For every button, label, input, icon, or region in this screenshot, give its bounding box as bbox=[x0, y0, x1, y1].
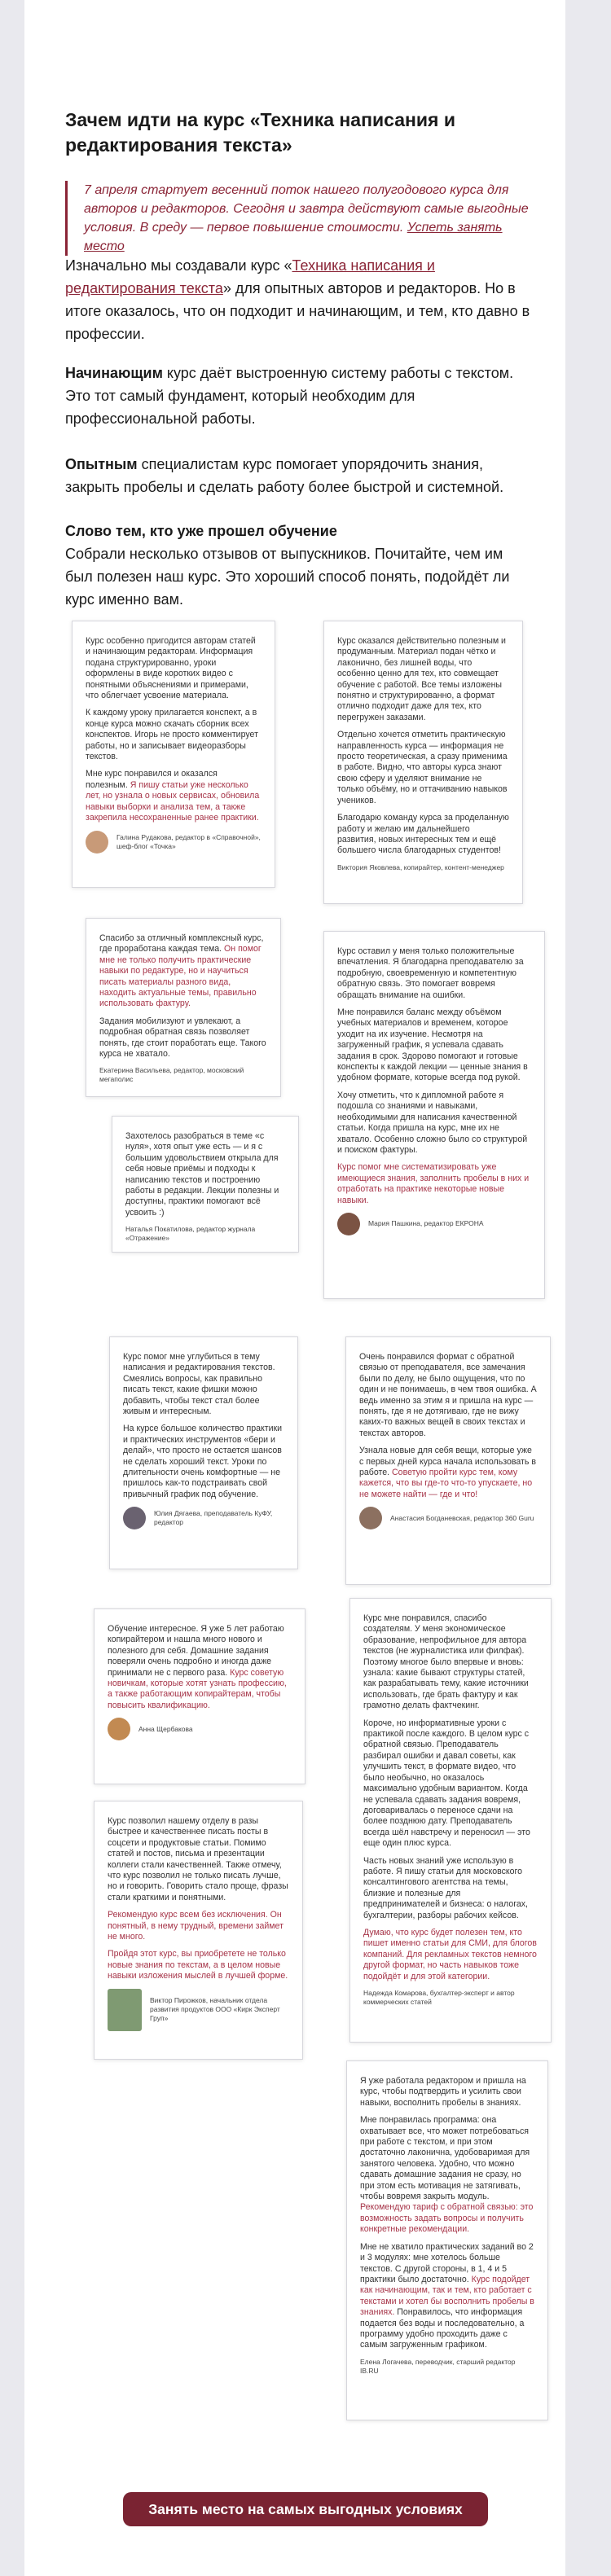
review-text: Обучение интересное. Я уже 5 лет работаю копирайтером и нашла много нового и полезного для себя. Домашние задания поверяли очень подробно и иногда даже принимали не с первого раза. Курс советую новичкам, которые хотят узнать профессию, а также работающим копирайтерам, чтобы повысить квалификацию. bbox=[108, 1624, 287, 1710]
experienced-paragraph bbox=[65, 453, 534, 498]
review-signature: Анастасия Богданевская, редактор 360 Guru bbox=[390, 1513, 534, 1522]
review-text: Захотелось разобраться в теме «с нуля», хотя опыт уже есть — и я с большим удовольствием открыла для себя новые приёмы и подходы к написанию текстов и построению работы в редакции. Лекции полезны и доступны, практики помогают всё усвоить :) bbox=[125, 1131, 279, 1218]
review-highlight: Пройдя этот курс, вы приобретете не только новые знания по текстам, а в целом новые навыки изложения мыслей в лучшей форме. bbox=[108, 1949, 288, 1981]
review-text: Благодарю команду курса за проделанную работу и желаю им дальнейшего развития, новых интересных тем и ещё большего числа благодарных студентов! bbox=[337, 813, 509, 856]
beginners-text: курс даёт выстроенную систему работы с текстом. Это тот самый фундамент, который необходим для профессиональной работы. bbox=[65, 365, 514, 427]
review-highlight: Курс советую новичкам, которые хотят узнать профессию, а также работающим копирайтерам, чтобы повысить квалификацию. bbox=[108, 1667, 287, 1710]
review-highlight: Курс помог мне систематизировать уже имеющиеся знания, заполнить пробелы в них и отработать на практике некоторые новые навыки. bbox=[337, 1162, 530, 1205]
review-card bbox=[346, 2060, 548, 2420]
review-author bbox=[86, 831, 262, 854]
review-signature: Надежда Комарова, бухгалтер-эксперт и автор коммерческих статей bbox=[363, 1989, 515, 2006]
cta-button[interactable]: Занять место на самых выгодных условиях bbox=[123, 2492, 488, 2526]
review-text: Задания мобилизуют и увлекают, а подробная обратная связь позволяет понять, где стоит поработать еще. Такого курса не хватало. bbox=[99, 1016, 266, 1060]
review-signature: Мария Пашкина, редактор ЕКРОНА bbox=[368, 1219, 484, 1228]
review-card bbox=[323, 621, 523, 904]
experienced-bold: Опытным bbox=[65, 456, 138, 472]
review-card bbox=[323, 931, 545, 1299]
lead-text: 7 апреля стартует весенний поток нашего полугодового курса для авторов и редакторов. Сегодня и завтра действуют самые выгодные условия. В среду — первое повышение стоимости. bbox=[84, 183, 529, 235]
review-text: Узнала новые для себя вещи, которые уже с первых дней курса начала использовать в работе. Советую пройти курс тем, кому кажется, что вы где-то что-то упускаете, но не можете найти — где и что! bbox=[359, 1446, 536, 1499]
course-link[interactable]: Техника написания и редактирования текста bbox=[65, 257, 435, 296]
review-text: Курс помог мне углубиться в тему написания и редактирования текстов. Смеялись вопросы, как правильно писать текст, какие фишки можно добавить, чтобы текст стал более живым и интересным. bbox=[123, 1352, 275, 1417]
review-text: Отдельно хочется отметить практическую направленность курса — информация не просто теоретическая, а сразу применима в работе. Видно, что авторы курса знают свою сферу и уделяют внимание не только объёму, но и оттачиванию навыков учеников. bbox=[337, 730, 508, 805]
review-highlight: Советую пройти курс тем, кому кажется, что вы где-то что-то упускаете, но не можете найти — где и что! bbox=[359, 1468, 533, 1499]
review-signature: Анна Щербакова bbox=[138, 1724, 193, 1733]
review-text: Курс оставил у меня только положительные впечатления. Я благодарна преподавателю за подробную, своевременную и компетентную обратную связь. Это помогает вовремя обращать внимание на ошибки. bbox=[337, 946, 524, 1000]
review-highlight: Он помог мне не только получить практические навыки по редактуре, но и научиться писать материалы разного вида, находить актуальные темы, правильно использовать фактуру. bbox=[99, 944, 262, 1009]
review-text: Курс позволил нашему отделу в разы быстрее и качественнее писать посты в соцсети и продуктовые статьи. Помимо статей и постов, письма и презентации коллеги стали качественней. Также отмечу, что курс позволил не только писать лучше, но и говорить. Говорить стало проще, фразы стали краткими и понятными. bbox=[108, 1816, 288, 1902]
review-author bbox=[123, 1507, 284, 1529]
review-text: Очень понравился формат с обратной связью от преподавателя, все замечания были по делу, не было ощущения, что по один и не понимаешь, в чем твоя ошибка. А ведь именно за этим я и пришла на курс — понять, где я не дотягиваю, где не вижу каких-то важных вещей в своих текстах и текстах авторов. bbox=[359, 1352, 537, 1438]
review-signature: Галина Рудакова, редактор в «Справочной», шеф-блог «Точка» bbox=[116, 832, 261, 850]
review-signature: Елена Логачева, переводчик, старший редактор IB.RU bbox=[360, 2357, 516, 2375]
review-card bbox=[86, 918, 281, 1097]
author-avatar bbox=[108, 1718, 130, 1740]
article-page bbox=[24, 0, 565, 2576]
review-signature: Екатерина Васильева, редактор, московский мегаполис bbox=[99, 1066, 244, 1084]
review-card bbox=[345, 1336, 551, 1585]
experienced-text: специалистам курс помогает упорядочить знания, закрыть пробелы и сделать работу более быстрой и системной. bbox=[65, 456, 504, 495]
review-signature: Виктория Яковлева, копирайтер, контент-менеджер bbox=[337, 862, 504, 871]
review-author bbox=[108, 1989, 289, 2031]
intro-text-after: » для опытных авторов и редакторов. Но в итоге оказалось, что он подходит и начинающим, и тем, кто давно в профессии. bbox=[65, 280, 530, 342]
review-author bbox=[359, 1507, 537, 1529]
author-avatar bbox=[123, 1507, 146, 1529]
review-card bbox=[94, 1801, 303, 2060]
graduates-paragraph bbox=[65, 520, 534, 611]
review-text: Спасибо за отличный комплексный курс, где проработана каждая тема. Он помог мне не только получить практические навыки по редактуре, но и научиться писать материалы разного вида, находить актуальные темы, правильно использовать фактуру. bbox=[99, 933, 264, 1009]
review-text: Курс оказался действительно полезным и продуманным. Материал подан чётко и лаконично, без лишней воды, что особенно ценно для тех, кто совмещает обучение с работой. Все темы изложены понятно и структурированно, а формат отлично подходит даже для тех, кто перегружен заказами. bbox=[337, 636, 506, 722]
review-signature: Юлия Дягаева, преподаватель КуФУ, редактор bbox=[154, 1509, 273, 1527]
review-text: Мне понравилась программа: она охватывает все, что может потребоваться при работе с текстом, и при этом достаточно лаконична, удобоваримая для занятого человека. Удобно, что можно сдавать домашние задания не сразу, но при этом есть мотивация не затягивать, чтобы вовремя закрыть модуль. Рекомендую тариф с обратной связью: это возможность задать вопросы и получить конкретные рекомендации. bbox=[360, 2115, 534, 2235]
review-card bbox=[112, 1116, 299, 1253]
beginners-paragraph bbox=[65, 362, 534, 430]
author-avatar bbox=[337, 1213, 360, 1235]
page-title: Зачем идти на курс «Техника написания и редактирования текста» bbox=[65, 109, 455, 156]
review-text: Мне понравился баланс между объёмом учебных материалов и временем, которое уходит на их изучение. Несмотря на загруженный график, я успевала сдавать задания в срок. Здорово помогают и готовые конспекты к каждой лекции — ценные знания в удобном формате, которые всегда под рукой. bbox=[337, 1007, 528, 1083]
intro-paragraph bbox=[65, 254, 534, 345]
beginners-bold: Начинающим bbox=[65, 365, 163, 381]
lead-link[interactable]: Успеть занять место bbox=[84, 221, 503, 253]
review-highlight: Я пишу статьи уже несколько лет, но узнала о новых сервисах, обновила навыки выборки и анализа тем, а также закрепила несохраненные ранее практики. bbox=[86, 779, 260, 823]
review-card bbox=[349, 1598, 552, 2043]
review-card bbox=[109, 1336, 298, 1569]
graduates-heading: Слово тем, кто уже прошел обучение bbox=[65, 523, 337, 539]
lead-quote bbox=[65, 181, 530, 256]
review-highlight: Курс подойдет как начинающим, так и тем, кто работает с текстами и хотел бы восполнить пробелы в знаниях. bbox=[360, 2274, 534, 2318]
graduates-text: Собрали несколько отзывов от выпускников. Почитайте, чем им был полезен наш курс. Это хороший способ понять, подойдёт ли курс именно вам. bbox=[65, 546, 510, 608]
review-text: Короче, но информативные уроки с практикой после каждого. В целом курс с обратной связью. Преподаватель разбирал ошибки и давал советы, как улучшить текст, в формате видео, что было необычно, но оказалось максимально удобным вариантом. Когда не успевала сдавать задания вовремя, договаривалась о переносе сдачи на более позднюю дату. Преподаватель всегда шёл навстречу и переносил — это еще один плюс курса. bbox=[363, 1718, 530, 1849]
author-avatar bbox=[86, 831, 108, 854]
review-author bbox=[108, 1718, 292, 1740]
review-text: На курсе большое количество практики и практических инструментов «бери и делай», что просто не остается шансов не сделать хороший текст. Уроки по длительности очень комфортные — не пришлось как-то подстраивать свой привычный график под обучение. bbox=[123, 1424, 283, 1499]
review-text: Часть новых знаний уже использую в работе. Я пишу статьи для московского консалтингового агентства на темы, близкие и полезные для предпринимателей и бизнеса: о налогах, бухгалтерии, разборы рабочих кейсов. bbox=[363, 1855, 528, 1920]
review-text: Мне курс понравился и оказался полезным. Я пишу статьи уже несколько лет, но узнала о новых сервисах, обновила навыки выборки и анализа тем, а также закрепила несохраненные ранее практики. bbox=[86, 769, 260, 823]
review-text: Хочу отметить, что к дипломной работе я подошла со знаниями и навыками, необходимыми для написания качественной статьи. Когда пришла на курс, мне их не хватало. Особенно сложно было со структурой и поиском фактуры. bbox=[337, 1090, 528, 1155]
review-card bbox=[72, 621, 275, 888]
review-text: Мне не хватило практических заданий во 2 и 3 модулях: мне хотелось больше текстов. С другой стороны, в 1, 4 и 5 практики было достаточно. Курс подойдет как начинающим, так и тем, кто работает с текстами и хотел бы восполнить пробелы в знаниях. Понравилось, что информация подается без воды и последовательно, а программу удобно проходить даже с самым загруженным графиком. bbox=[360, 2241, 534, 2350]
review-text: К каждому уроку прилагается конспект, а в конце курса можно скачать сборник всех конспектов. Игорь не просто комментирует работы, но и записывает видеоразборы текстов. bbox=[86, 708, 258, 762]
review-highlight: Рекомендую курс всем без исключения. Он понятный, в нему трудный, времени займет не много. bbox=[108, 1910, 284, 1942]
author-avatar bbox=[359, 1507, 382, 1529]
author-avatar bbox=[108, 1989, 142, 2031]
review-highlight: Думаю, что курс будет полезен тем, кто пишет именно статьи для СМИ, для блогов компаний. Для рекламных текстов немного другой формат, но часть навыков тоже подойдёт и для этой категории. bbox=[363, 1927, 537, 1981]
review-text: Я уже работала редактором и пришла на курс, чтобы подтвердить и усилить свои навыки, восполнить пробелы в знаниях. bbox=[360, 2076, 526, 2108]
review-text: Курс особенно пригодится авторам статей и начинающим редакторам. Информация подана структурированно, уроки оформлены в виде коротких видео с понятными объяснениями и примерами, что облегчает усвоение материала. bbox=[86, 636, 256, 701]
review-signature: Виктор Пирожков, начальник отдела развития продуктов ООО «Кирк Эксперт Груп» bbox=[150, 1996, 280, 2023]
review-card bbox=[94, 1608, 306, 1784]
intro-text-before: Изначально мы создавали курс « bbox=[65, 257, 292, 274]
review-signature: Наталья Покатилова, редактор журнала «Отражение» bbox=[125, 1225, 256, 1243]
review-text: Курс мне понравился, спасибо создателям. У меня экономическое образование, непрофильное для автора текстов (не журналистика или филфак). Поэтому многое было впервые и вновь: узнала: какие бывают структуры статей, как разрабатывать тему, какие источники использовать, где брать фактуру и как грамотно делать фактчекинг. bbox=[363, 1613, 529, 1711]
review-author bbox=[337, 1213, 531, 1235]
review-highlight: Рекомендую тариф с обратной связью: это возможность задать вопросы и получить конкретные рекомендации. bbox=[360, 2202, 534, 2235]
